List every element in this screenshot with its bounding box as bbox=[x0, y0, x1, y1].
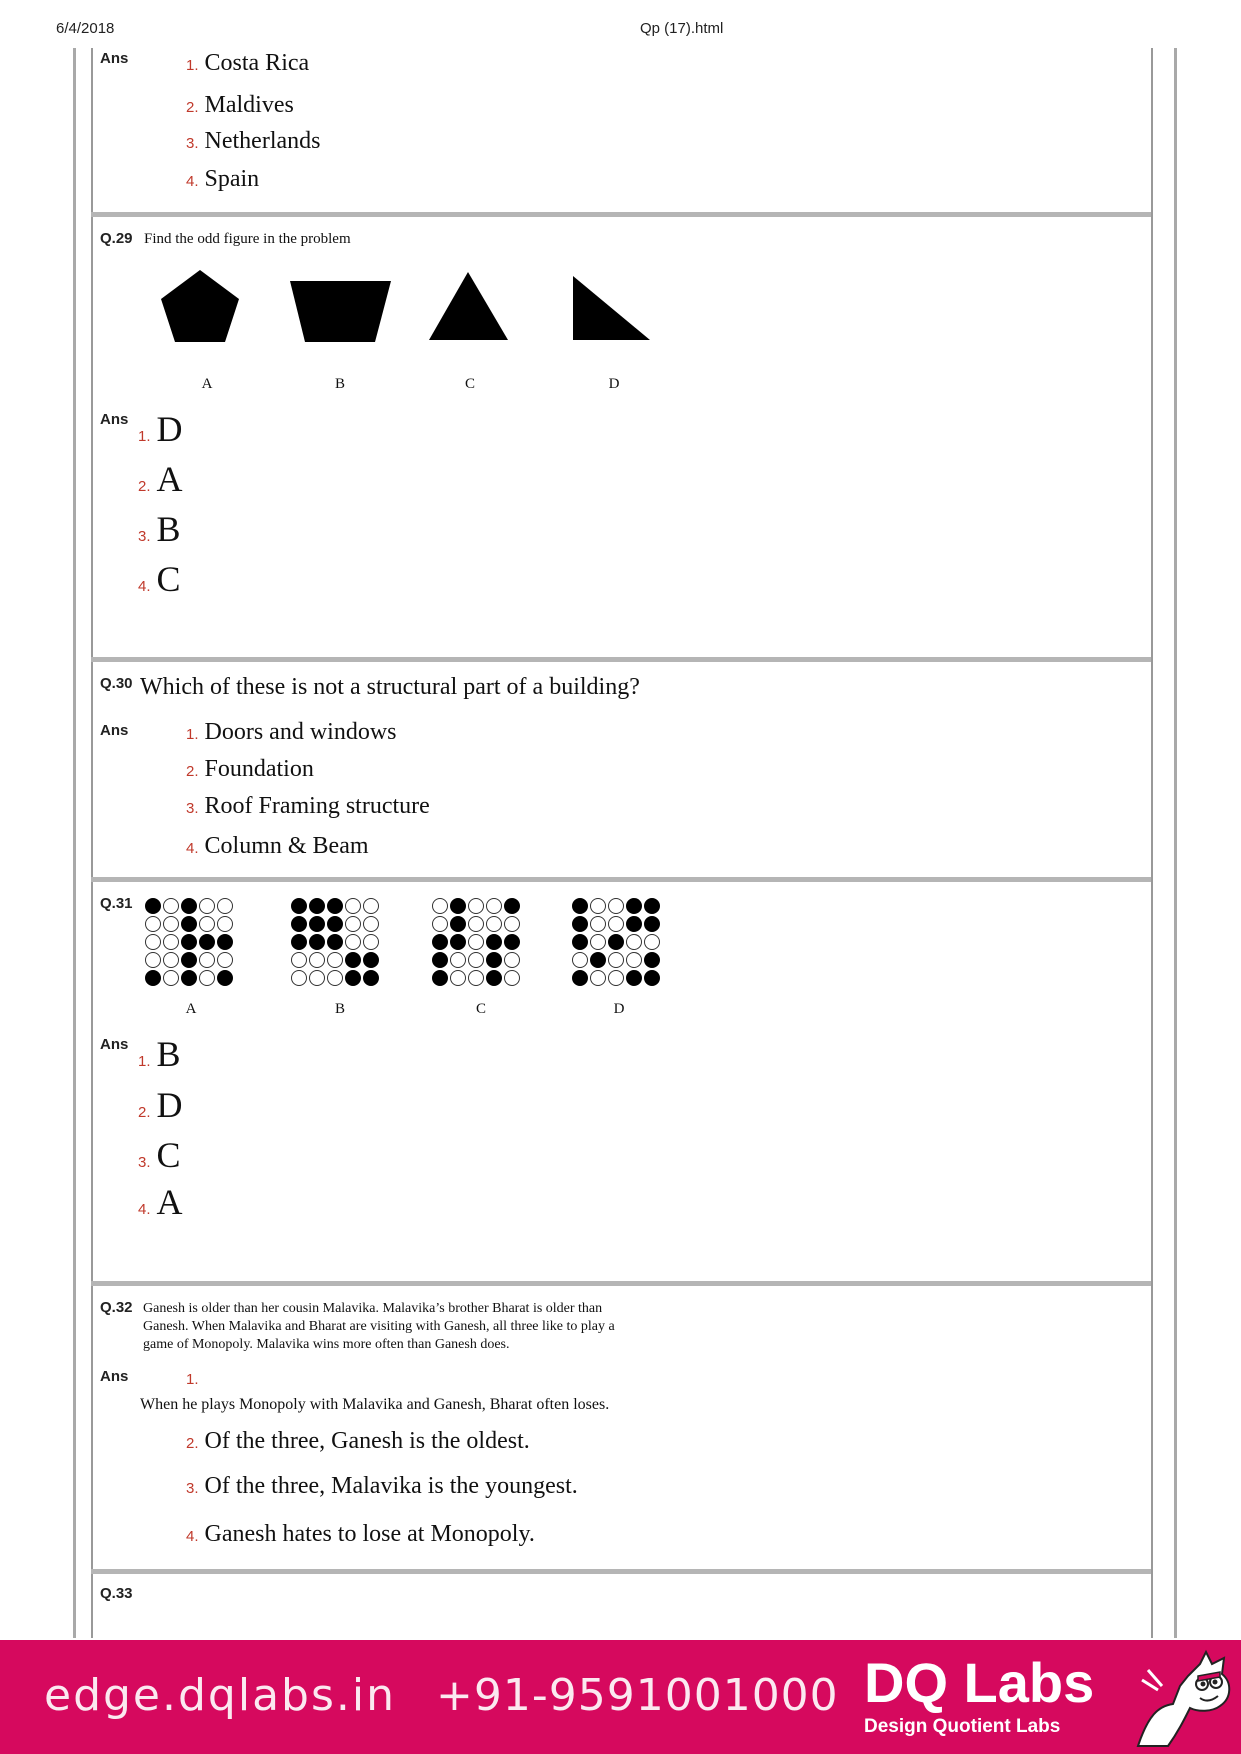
question-divider bbox=[91, 1569, 1151, 1574]
filled-dot bbox=[291, 898, 307, 914]
option-text: When he plays Monopoly with Malavika and Ganesh, Bharat often loses. bbox=[140, 1396, 610, 1413]
empty-dot bbox=[590, 898, 606, 914]
option-3[interactable] bbox=[138, 508, 181, 550]
empty-dot bbox=[626, 952, 642, 968]
option-number: 3. bbox=[186, 800, 199, 817]
figure-label-d: D bbox=[613, 1001, 625, 1017]
option-4[interactable] bbox=[186, 833, 369, 860]
empty-dot bbox=[199, 898, 215, 914]
filled-dot bbox=[145, 898, 161, 914]
option-number: 1. bbox=[138, 1053, 151, 1070]
empty-dot bbox=[468, 952, 484, 968]
filled-dot bbox=[181, 916, 197, 932]
figure-label-d: D bbox=[608, 376, 620, 392]
empty-dot bbox=[468, 916, 484, 932]
option-number: 2. bbox=[138, 1104, 151, 1121]
empty-dot bbox=[291, 970, 307, 986]
dot-grid-c bbox=[432, 898, 522, 988]
empty-dot bbox=[608, 916, 624, 932]
option-text: Column & Beam bbox=[204, 833, 369, 859]
question-divider bbox=[91, 1281, 1151, 1286]
option-4[interactable] bbox=[186, 1521, 535, 1548]
option-number: 1. bbox=[186, 1371, 199, 1388]
figure-label-a: A bbox=[185, 1001, 197, 1017]
filled-dot bbox=[626, 970, 642, 986]
answer-label: Ans bbox=[100, 722, 129, 739]
option-3[interactable] bbox=[186, 128, 320, 155]
filled-dot bbox=[217, 934, 233, 950]
option-text: Ganesh hates to lose at Monopoly. bbox=[204, 1521, 535, 1547]
figure-label-c: C bbox=[464, 376, 475, 392]
empty-dot bbox=[163, 934, 179, 950]
empty-dot bbox=[504, 916, 520, 932]
option-text: Of the three, Malavika is the youngest. bbox=[204, 1473, 578, 1499]
option-4[interactable] bbox=[186, 166, 259, 193]
empty-dot bbox=[363, 916, 379, 932]
empty-dot bbox=[450, 952, 466, 968]
option-number: 2. bbox=[186, 763, 199, 780]
filled-dot bbox=[486, 934, 502, 950]
empty-dot bbox=[163, 970, 179, 986]
filled-dot bbox=[345, 970, 361, 986]
option-3[interactable] bbox=[138, 1134, 181, 1176]
filled-dot bbox=[217, 970, 233, 986]
option-number: 4. bbox=[186, 173, 199, 190]
empty-dot bbox=[644, 934, 660, 950]
filled-dot bbox=[644, 916, 660, 932]
filled-dot bbox=[572, 898, 588, 914]
option-3[interactable] bbox=[186, 1473, 578, 1500]
option-number: 4. bbox=[186, 1528, 199, 1545]
empty-dot bbox=[145, 916, 161, 932]
empty-dot bbox=[608, 970, 624, 986]
empty-dot bbox=[504, 952, 520, 968]
brand-logo: DQ Labs bbox=[864, 1651, 1095, 1714]
filled-dot bbox=[626, 916, 642, 932]
footer-banner bbox=[0, 1640, 1241, 1754]
dot-grid-d bbox=[572, 898, 662, 988]
empty-dot bbox=[363, 898, 379, 914]
filled-dot bbox=[327, 916, 343, 932]
question-divider bbox=[91, 877, 1151, 882]
filled-dot bbox=[181, 934, 197, 950]
option-number: 4. bbox=[186, 840, 199, 857]
empty-dot bbox=[590, 934, 606, 950]
question-divider bbox=[91, 657, 1151, 662]
empty-dot bbox=[345, 934, 361, 950]
right-triangle-shape bbox=[573, 276, 650, 340]
question-text: Which of these is not a structural part of a building? bbox=[140, 674, 640, 700]
question-text-line: Ganesh. When Malavika and Bharat are visiting with Ganesh, all three like to play a bbox=[143, 1319, 615, 1334]
option-text: Costa Rica bbox=[204, 50, 310, 76]
filled-dot bbox=[644, 970, 660, 986]
print-date: 6/4/2018 bbox=[56, 20, 115, 37]
option-text: Netherlands bbox=[204, 128, 321, 154]
filled-dot bbox=[590, 952, 606, 968]
option-1[interactable] bbox=[186, 719, 397, 746]
empty-dot bbox=[291, 952, 307, 968]
option-text: Of the three, Ganesh is the oldest. bbox=[204, 1428, 530, 1454]
option-number: 1. bbox=[186, 726, 199, 743]
empty-dot bbox=[486, 916, 502, 932]
filled-dot bbox=[608, 934, 624, 950]
figure-label-b: B bbox=[334, 1001, 345, 1017]
option-number: 3. bbox=[138, 528, 151, 545]
dot-grid-a bbox=[145, 898, 235, 988]
filled-dot bbox=[504, 898, 520, 914]
empty-dot bbox=[145, 934, 161, 950]
option-text: C bbox=[156, 1135, 181, 1175]
option-number: 3. bbox=[186, 135, 199, 152]
option-text: Doors and windows bbox=[204, 719, 397, 745]
empty-dot bbox=[450, 970, 466, 986]
answer-label: Ans bbox=[100, 1368, 129, 1385]
figure-label-b: B bbox=[334, 376, 345, 392]
filled-dot bbox=[450, 934, 466, 950]
question-text-line: Ganesh is older than her cousin Malavika. Malavika’s brother Bharat is older than bbox=[143, 1301, 603, 1316]
filled-dot bbox=[450, 898, 466, 914]
option-number: 1. bbox=[138, 428, 151, 445]
filled-dot bbox=[345, 952, 361, 968]
option-2[interactable] bbox=[138, 458, 183, 500]
empty-dot bbox=[163, 898, 179, 914]
filled-dot bbox=[572, 934, 588, 950]
option-text: C bbox=[156, 559, 181, 599]
empty-dot bbox=[199, 952, 215, 968]
empty-dot bbox=[345, 916, 361, 932]
empty-dot bbox=[363, 934, 379, 950]
filled-dot bbox=[626, 898, 642, 914]
empty-dot bbox=[163, 952, 179, 968]
filled-dot bbox=[363, 952, 379, 968]
filled-dot bbox=[432, 952, 448, 968]
answer-label: Ans bbox=[100, 50, 129, 67]
filled-dot bbox=[644, 898, 660, 914]
option-number-row bbox=[186, 1371, 205, 1388]
question-divider bbox=[91, 212, 1151, 217]
filled-dot bbox=[309, 934, 325, 950]
brand-tagline: Design Quotient Labs bbox=[864, 1716, 1061, 1737]
option-text: B bbox=[156, 509, 181, 549]
option-2[interactable] bbox=[186, 92, 294, 119]
option-text: A bbox=[156, 459, 183, 499]
filled-dot bbox=[432, 970, 448, 986]
filled-dot bbox=[181, 970, 197, 986]
empty-dot bbox=[468, 970, 484, 986]
empty-dot bbox=[217, 916, 233, 932]
figure-label-a: A bbox=[201, 376, 213, 392]
filled-dot bbox=[572, 970, 588, 986]
option-2[interactable] bbox=[186, 756, 314, 783]
option-text: D bbox=[156, 1085, 183, 1125]
filled-dot bbox=[291, 916, 307, 932]
empty-dot bbox=[199, 970, 215, 986]
empty-dot bbox=[468, 934, 484, 950]
question-text: Find the odd figure in the problem bbox=[144, 231, 351, 247]
option-text: D bbox=[156, 409, 183, 449]
empty-dot bbox=[163, 916, 179, 932]
filled-dot bbox=[644, 952, 660, 968]
option-1[interactable] bbox=[138, 408, 183, 450]
empty-dot bbox=[345, 898, 361, 914]
figure-label-c: C bbox=[475, 1001, 486, 1017]
filled-dot bbox=[486, 970, 502, 986]
filled-dot bbox=[363, 970, 379, 986]
empty-dot bbox=[590, 916, 606, 932]
empty-dot bbox=[590, 970, 606, 986]
option-2[interactable] bbox=[138, 1084, 183, 1126]
filled-dot bbox=[432, 934, 448, 950]
option-text: Roof Framing structure bbox=[204, 793, 430, 819]
option-number: 4. bbox=[138, 1201, 151, 1218]
dot-grid-b bbox=[291, 898, 381, 988]
empty-dot bbox=[309, 952, 325, 968]
empty-dot bbox=[608, 898, 624, 914]
question-number: Q.30 bbox=[100, 675, 133, 692]
option-text: B bbox=[156, 1034, 181, 1074]
cat-mascot-icon bbox=[1128, 1646, 1238, 1750]
option-4[interactable] bbox=[138, 1181, 183, 1223]
filled-dot bbox=[181, 898, 197, 914]
empty-dot bbox=[608, 952, 624, 968]
filled-dot bbox=[450, 916, 466, 932]
option-number: 3. bbox=[186, 1480, 199, 1497]
empty-dot bbox=[199, 916, 215, 932]
option-text: Spain bbox=[204, 166, 260, 192]
pentagon-shape bbox=[161, 270, 239, 342]
footer-url[interactable]: edge.dqlabs.in bbox=[44, 1670, 396, 1721]
filled-dot bbox=[486, 952, 502, 968]
filled-dot bbox=[145, 970, 161, 986]
option-number: 2. bbox=[138, 478, 151, 495]
option-1[interactable] bbox=[186, 50, 309, 77]
empty-dot bbox=[504, 970, 520, 986]
option-number: 1. bbox=[186, 57, 199, 74]
answer-label: Ans bbox=[100, 1036, 129, 1053]
trapezoid-shape bbox=[290, 281, 391, 342]
filled-dot bbox=[199, 934, 215, 950]
empty-dot bbox=[432, 916, 448, 932]
empty-dot bbox=[432, 898, 448, 914]
empty-dot bbox=[145, 952, 161, 968]
option-text: A bbox=[156, 1182, 183, 1222]
option-number: 2. bbox=[186, 1435, 199, 1452]
answer-label: Ans bbox=[100, 411, 129, 428]
document-title: Qp (17).html bbox=[640, 20, 724, 37]
filled-dot bbox=[309, 898, 325, 914]
question-number: Q.31 bbox=[100, 895, 133, 912]
empty-dot bbox=[572, 952, 588, 968]
empty-dot bbox=[309, 970, 325, 986]
option-text: Maldives bbox=[204, 92, 294, 118]
filled-dot bbox=[181, 952, 197, 968]
filled-dot bbox=[504, 934, 520, 950]
empty-dot bbox=[327, 952, 343, 968]
option-2[interactable] bbox=[186, 1428, 530, 1455]
option-number: 4. bbox=[138, 578, 151, 595]
question-text-line: game of Monopoly. Malavika wins more often than Ganesh does. bbox=[143, 1337, 510, 1352]
empty-dot bbox=[217, 898, 233, 914]
empty-dot bbox=[217, 952, 233, 968]
question-number: Q.32 bbox=[100, 1299, 133, 1316]
question-number: Q.29 bbox=[100, 230, 133, 247]
empty-dot bbox=[468, 898, 484, 914]
filled-dot bbox=[572, 916, 588, 932]
shapes-figure bbox=[150, 262, 670, 342]
filled-dot bbox=[309, 916, 325, 932]
option-1[interactable] bbox=[138, 1033, 181, 1075]
filled-dot bbox=[327, 898, 343, 914]
triangle-shape bbox=[429, 272, 508, 340]
empty-dot bbox=[626, 934, 642, 950]
empty-dot bbox=[486, 898, 502, 914]
empty-dot bbox=[327, 970, 343, 986]
filled-dot bbox=[291, 934, 307, 950]
question-text bbox=[143, 1300, 615, 1354]
footer-phone[interactable]: +91-9591001000 bbox=[436, 1670, 839, 1721]
option-text: Foundation bbox=[204, 756, 314, 782]
option-number: 3. bbox=[138, 1154, 151, 1171]
option-3[interactable] bbox=[186, 793, 430, 820]
option-number: 2. bbox=[186, 99, 199, 116]
option-4[interactable] bbox=[138, 558, 181, 600]
question-number: Q.33 bbox=[100, 1585, 133, 1602]
filled-dot bbox=[327, 934, 343, 950]
